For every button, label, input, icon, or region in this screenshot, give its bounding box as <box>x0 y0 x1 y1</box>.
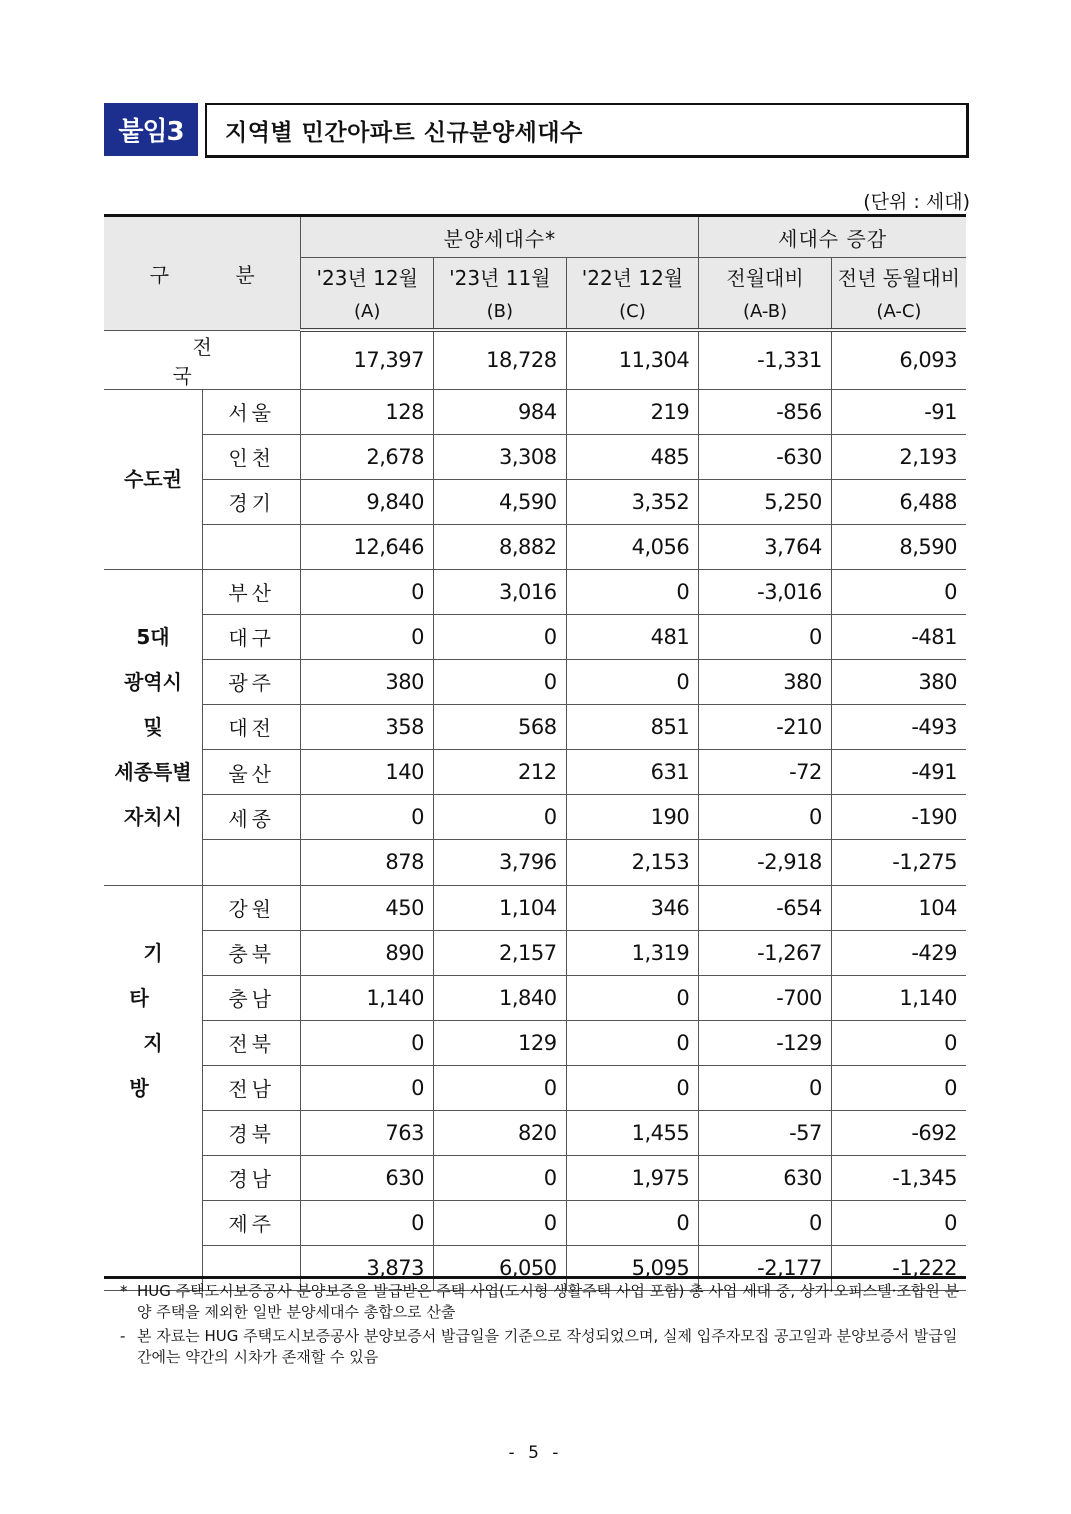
cell-value: 450 <box>301 885 434 930</box>
region-name: 광주 <box>202 659 300 704</box>
cell-value: 2,193 <box>831 434 966 479</box>
national-label: 전 국 <box>104 330 301 389</box>
cell-value: -190 <box>831 795 966 840</box>
region-name: 경기 <box>202 479 300 524</box>
supply-table <box>104 214 966 1291</box>
region-name: 세종 <box>202 795 300 840</box>
subtotal-value: 878 <box>301 840 434 885</box>
subtotal-value: 4,056 <box>566 524 699 569</box>
cell-value: -692 <box>831 1110 966 1155</box>
table-row <box>104 975 966 1020</box>
cell-value: 0 <box>566 569 699 614</box>
footnote-mark: - <box>120 1327 126 1345</box>
cell-value: 763 <box>301 1110 434 1155</box>
table-row <box>104 1020 966 1065</box>
subtotal-blank <box>202 840 300 885</box>
region-name: 충남 <box>202 975 300 1020</box>
cell-value: 0 <box>301 1065 434 1110</box>
region-name: 제주 <box>202 1200 300 1245</box>
header-group-supply: 분양세대수* <box>301 216 699 258</box>
cell-value: 1,104 <box>434 885 567 930</box>
group-label-line: 세종특별 <box>114 759 192 784</box>
cell-value: 380 <box>301 659 434 704</box>
footnote-text: HUG 주택도시보증공사 분양보증을 발급받은 주택 사업(도시형 생활주택 사업 포함) 총 사업 세대 중, 상가·오피스텔·조합원 분양 주택을 제외한 일반 분양세대수 총합으로 산출 <box>137 1282 960 1321</box>
cell-value: -91 <box>831 389 966 434</box>
cell-value: 0 <box>699 1065 832 1110</box>
cell-value: 9,840 <box>301 479 434 524</box>
footnote-text: 본 자료는 HUG 주택도시보증공사 분양보증서 발급일을 기준으로 작성되었으며, 실제 입주자모집 공고일과 분양보증서 발급일 간에는 약간의 시차가 존재할 수 있음 <box>137 1327 958 1366</box>
cell-value: 0 <box>301 1200 434 1245</box>
national-value: 18,728 <box>434 330 567 389</box>
cell-value: 0 <box>301 1020 434 1065</box>
page-number: - 5 - <box>508 1443 563 1463</box>
table-row <box>104 1155 966 1200</box>
table-row <box>104 614 966 659</box>
cell-value: 0 <box>699 795 832 840</box>
cell-value: 0 <box>301 795 434 840</box>
subtotal-value: 12,646 <box>301 524 434 569</box>
cell-value: 820 <box>434 1110 567 1155</box>
header-sub-c: (C) <box>566 294 699 330</box>
cell-value: 3,016 <box>434 569 567 614</box>
region-name: 서울 <box>202 389 300 434</box>
table-row <box>104 750 966 795</box>
cell-value: 0 <box>434 1155 567 1200</box>
group-label-other <box>104 885 202 1290</box>
cell-value: 1,140 <box>831 975 966 1020</box>
region-name: 전북 <box>202 1020 300 1065</box>
table-row <box>104 659 966 704</box>
cell-value: -856 <box>699 389 832 434</box>
subtotal-value: 3,764 <box>699 524 832 569</box>
region-name: 전남 <box>202 1065 300 1110</box>
cell-value: 380 <box>699 659 832 704</box>
cell-value: 128 <box>301 389 434 434</box>
header-col-ac: 전년 동월대비 <box>831 258 966 295</box>
cell-value: 3,352 <box>566 479 699 524</box>
cell-value: 1,840 <box>434 975 567 1020</box>
table-row <box>104 569 966 614</box>
footnotes <box>120 1281 965 1371</box>
cell-value: 0 <box>434 795 567 840</box>
national-row <box>104 330 966 389</box>
cell-value: 0 <box>566 1065 699 1110</box>
cell-value: 212 <box>434 750 567 795</box>
subtotal-row <box>104 524 966 569</box>
cell-value: 380 <box>831 659 966 704</box>
region-name: 대구 <box>202 614 300 659</box>
cell-value: 129 <box>434 1020 567 1065</box>
cell-value: 219 <box>566 389 699 434</box>
table-row <box>104 1065 966 1110</box>
cell-value: -481 <box>831 614 966 659</box>
cell-value: 0 <box>301 569 434 614</box>
group-label-line: 자치시 <box>123 804 182 829</box>
cell-value: 0 <box>831 1065 966 1110</box>
subtotal-value: 3,796 <box>434 840 567 885</box>
cell-value: 4,590 <box>434 479 567 524</box>
region-name: 부산 <box>202 569 300 614</box>
group-label-metro <box>104 569 202 885</box>
header-sub-ac: (A-C) <box>831 294 966 330</box>
header-col-b: '23년 11월 <box>434 258 567 295</box>
cell-value: -491 <box>831 750 966 795</box>
header-gubun: 구 분 <box>104 216 301 331</box>
table-bottom-rule <box>104 1276 966 1279</box>
cell-value: 3,308 <box>434 434 567 479</box>
cell-value: 630 <box>699 1155 832 1200</box>
cell-value: -700 <box>699 975 832 1020</box>
region-name: 인천 <box>202 434 300 479</box>
group-label-capital: 수도권 <box>104 389 202 569</box>
subtotal-value: 3,873 <box>301 1245 434 1290</box>
cell-value: 5,250 <box>699 479 832 524</box>
table-row <box>104 434 966 479</box>
cell-value: -210 <box>699 704 832 749</box>
cell-value: 0 <box>434 1065 567 1110</box>
cell-value: 1,319 <box>566 930 699 975</box>
subtotal-blank <box>202 524 300 569</box>
region-name: 대전 <box>202 704 300 749</box>
footnote <box>120 1326 965 1368</box>
cell-value: 0 <box>831 1020 966 1065</box>
cell-value: 0 <box>434 1200 567 1245</box>
cell-value: 890 <box>301 930 434 975</box>
header-sub-b: (B) <box>434 294 567 330</box>
attachment-badge: 붙임3 <box>104 103 198 156</box>
cell-value: 851 <box>566 704 699 749</box>
region-name: 충북 <box>202 930 300 975</box>
cell-value: 0 <box>831 1200 966 1245</box>
cell-value: 2,678 <box>301 434 434 479</box>
region-name: 경북 <box>202 1110 300 1155</box>
table-row <box>104 704 966 749</box>
header-col-c: '22년 12월 <box>566 258 699 295</box>
cell-value: 0 <box>566 1200 699 1245</box>
cell-value: 1,140 <box>301 975 434 1020</box>
cell-value: -129 <box>699 1020 832 1065</box>
cell-value: 190 <box>566 795 699 840</box>
cell-value: 140 <box>301 750 434 795</box>
cell-value: -1,345 <box>831 1155 966 1200</box>
cell-value: 0 <box>434 659 567 704</box>
region-name: 경남 <box>202 1155 300 1200</box>
cell-value: 0 <box>566 1020 699 1065</box>
subtotal-value: 8,590 <box>831 524 966 569</box>
group-label-line: 5대 <box>136 624 170 649</box>
header-col-a: '23년 12월 <box>301 258 434 295</box>
cell-value: 0 <box>566 975 699 1020</box>
header-sub-ab: (A-B) <box>699 294 832 330</box>
group-label-line: 기 타 <box>129 940 191 1010</box>
cell-value: -57 <box>699 1110 832 1155</box>
subtotal-row <box>104 840 966 885</box>
cell-value: 0 <box>566 659 699 704</box>
cell-value: 0 <box>831 569 966 614</box>
header-sub-a: (A) <box>301 294 434 330</box>
subtotal-value: -2,177 <box>699 1245 832 1290</box>
footnote-mark: * <box>120 1282 128 1300</box>
cell-value: -429 <box>831 930 966 975</box>
table-row <box>104 479 966 524</box>
unit-label: (단위 : 세대) <box>863 191 970 213</box>
subtotal-value: 6,050 <box>434 1245 567 1290</box>
cell-value: -3,016 <box>699 569 832 614</box>
national-value: 17,397 <box>301 330 434 389</box>
region-name: 울산 <box>202 750 300 795</box>
region-name: 강원 <box>202 885 300 930</box>
cell-value: 1,975 <box>566 1155 699 1200</box>
national-value: 11,304 <box>566 330 699 389</box>
cell-value: -72 <box>699 750 832 795</box>
subtotal-value: -1,275 <box>831 840 966 885</box>
cell-value: 0 <box>699 1200 832 1245</box>
cell-value: 1,455 <box>566 1110 699 1155</box>
title-box <box>205 103 969 158</box>
national-value: 6,093 <box>831 330 966 389</box>
cell-value: 0 <box>434 614 567 659</box>
cell-value: 485 <box>566 434 699 479</box>
group-label-line: 지 방 <box>129 1030 191 1100</box>
subtotal-value: -2,918 <box>699 840 832 885</box>
table-row <box>104 1200 966 1245</box>
cell-value: -630 <box>699 434 832 479</box>
cell-value: 104 <box>831 885 966 930</box>
cell-value: -654 <box>699 885 832 930</box>
cell-value: 984 <box>434 389 567 434</box>
table-row <box>104 930 966 975</box>
cell-value: 0 <box>301 614 434 659</box>
subtotal-value: -1,222 <box>831 1245 966 1290</box>
cell-value: 346 <box>566 885 699 930</box>
table-row <box>104 1110 966 1155</box>
footnote <box>120 1281 965 1323</box>
cell-value: 568 <box>434 704 567 749</box>
cell-value: 630 <box>301 1155 434 1200</box>
group-label-line: 광역시 <box>123 669 182 694</box>
cell-value: -1,267 <box>699 930 832 975</box>
group-label-line: 및 <box>143 714 163 739</box>
page-title: 지역별 민간아파트 신규분양세대수 <box>225 119 583 146</box>
table-row <box>104 389 966 434</box>
subtotal-value: 8,882 <box>434 524 567 569</box>
subtotal-value: 5,095 <box>566 1245 699 1290</box>
table-row <box>104 885 966 930</box>
cell-value: 481 <box>566 614 699 659</box>
national-value: -1,331 <box>699 330 832 389</box>
header-col-ab: 전월대비 <box>699 258 832 295</box>
header-group-change: 세대수 증감 <box>699 216 966 258</box>
cell-value: 358 <box>301 704 434 749</box>
cell-value: 2,157 <box>434 930 567 975</box>
cell-value: 6,488 <box>831 479 966 524</box>
cell-value: 631 <box>566 750 699 795</box>
cell-value: -493 <box>831 704 966 749</box>
table-row <box>104 795 966 840</box>
cell-value: 0 <box>699 614 832 659</box>
subtotal-value: 2,153 <box>566 840 699 885</box>
